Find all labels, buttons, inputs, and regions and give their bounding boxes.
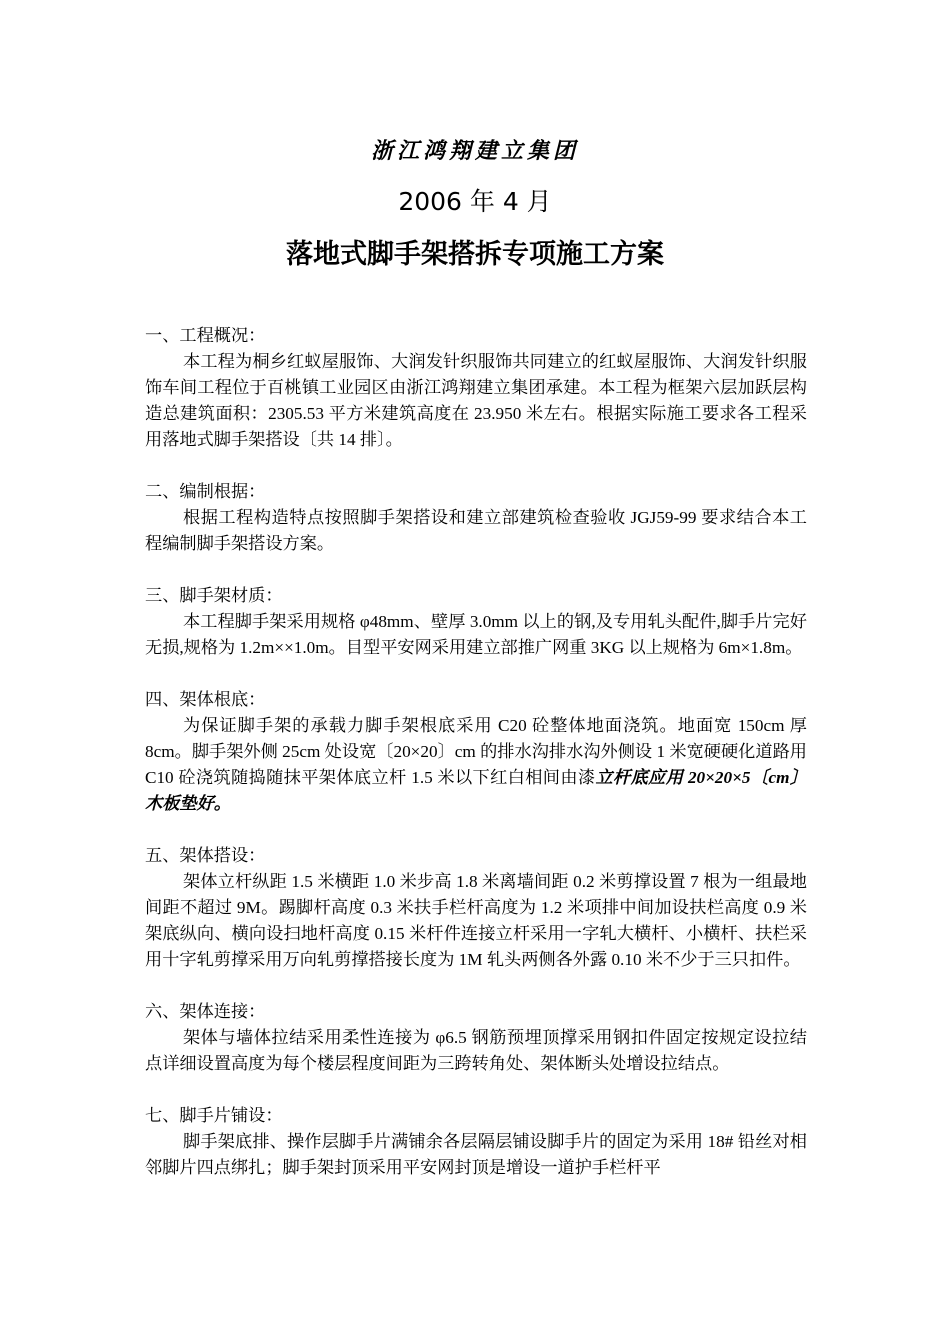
section-heading: 一、工程概况： (145, 326, 266, 345)
section-heading: 二、编制根据： (145, 482, 266, 501)
section-paragraph: 架体与墙体拉结采用柔性连接为 φ6.5 钢筋预埋顶撑采用钢扣件固定按规定设拉结点详细设置高度为每个楼层程度间距为三跨转角处、架体断头处增设拉结点。 (145, 1028, 807, 1073)
section-paragraph: 根据工程构造特点按照脚手架搭设和建立部建筑检查验收 JGJ59-99 要求结合本工程编制脚手架搭设方案。 (145, 508, 807, 553)
section-paragraph: 本工程脚手架采用规格 φ48mm、壁厚 3.0mm 以上的钢,及专用轧头配件,脚手片完好无损,规格为 1.2m××1.0m。目型平安网采用建立部推广网重 3KG 以上规格为 6m×1.8m。 (145, 612, 807, 657)
section-paragraph (145, 713, 807, 817)
section-overview (145, 323, 807, 453)
paragraph-text: 为保证脚手架的承载力脚手架根底采用 C20 砼整体地面浇筑。地面宽 150cm 厚 8cm。脚手架外侧 25cm 处设宽〔20×20〕cm 的排水沟排水沟外侧设 1 米宽硬硬化道路用 C10 砼浇筑随捣随抹平架体底立杆 1.5 米以下红白相间由漆 (145, 716, 807, 787)
section-paragraph: 脚手架底排、操作层脚手片满铺余各层隔层铺设脚手片的固定为采用 18# 铅丝对相邻脚片四点绑扎；脚手架封顶采用平安网封顶是增设一道护手栏杆平 (145, 1132, 807, 1177)
section-paragraph: 架体立杆纵距 1.5 米横距 1.0 米步高 1.8 米离墙间距 0.2 米剪撑设置 7 根为一组最地间距不超过 9M。踢脚杆高度 0.3 米扶手栏杆高度为 1.2 米项排中间加设扶栏高度 0.9 米架底纵向、横向设扫地杆高度 0.15 米杆件连接立杆采用一字轧大横杆、小横杆、扶栏采用十字轧剪撑采用万向轧剪撑搭接长度为 1M 轧头两侧各外露 0.10 米不少于三只扣件。 (145, 872, 807, 969)
section-foundation (145, 687, 807, 817)
section-heading: 五、架体搭设： (145, 846, 266, 865)
section-paragraph: 本工程为桐乡红蚁屋服饰、大润发针织服饰共同建立的红蚁屋服饰、大润发针织服饰车间工程位于百桃镇工业园区由浙江鸿翔建立集团承建。本工程为框架六层加跃层构造总建筑面积：2305.53 平方米建筑高度在 23.950 米左右。根据实际施工要求各工程采用落地式脚手架搭设〔共 14 排〕。 (145, 352, 807, 449)
section-heading: 七、脚手片铺设： (145, 1106, 283, 1125)
section-plank-laying (145, 1103, 807, 1181)
company-name: 浙江鸿翔建立集团 (370, 138, 579, 164)
document-date: 2006 年 4 月 (398, 187, 552, 216)
document-title: 落地式脚手架搭拆专项施工方案 (286, 239, 664, 270)
section-materials (145, 583, 807, 661)
section-erection (145, 843, 807, 973)
section-basis (145, 479, 807, 557)
document-body (145, 323, 807, 1207)
section-heading: 六、架体连接： (145, 1002, 266, 1021)
section-heading: 三、脚手架材质： (145, 586, 283, 605)
section-connection (145, 999, 807, 1077)
emphasis-text: 立杆底应用 20×20×5〔cm〕木板垫好。 (145, 768, 808, 813)
section-heading: 四、架体根底： (145, 690, 266, 709)
